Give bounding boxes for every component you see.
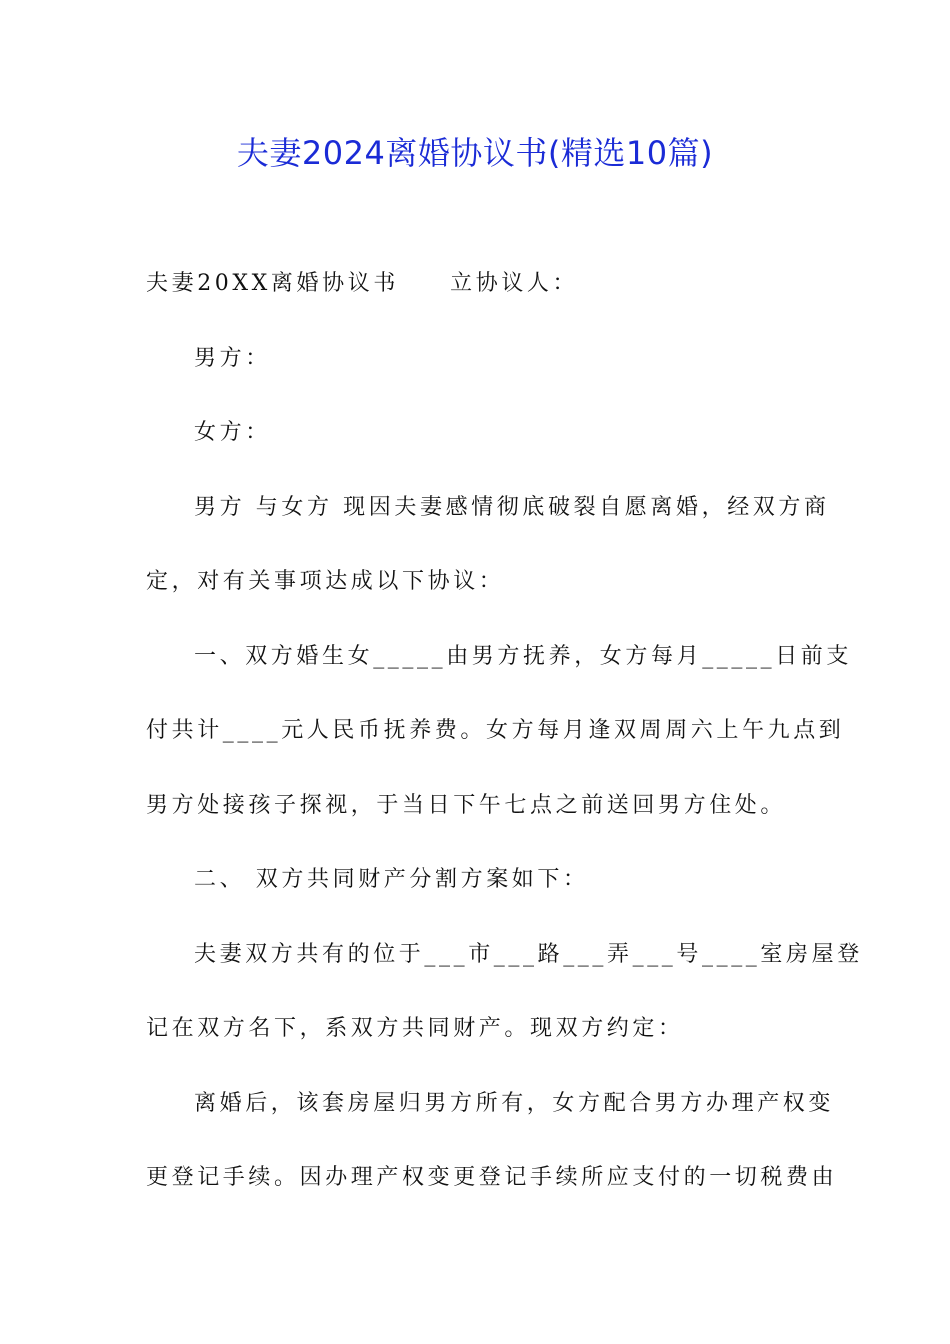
document-title: 夫妻2024离婚协议书(精选10篇) (236, 134, 714, 172)
paragraph-line: 记在双方名下，系双方共同财产。现双方约定： (146, 1016, 684, 1041)
paragraph-line: 夫妻双方共有的位于___市___路___弄___号____室房屋登 (194, 941, 863, 967)
paragraph-line: 二、 双方共同财产分割方案如下： (194, 867, 589, 892)
document-body (146, 262, 863, 1231)
paragraph-line: 男方处接孩子探视，于当日下午七点之前送回男方住处。 (146, 792, 787, 818)
paragraph-line: 更登记手续。因办理产权变更登记手续所应支付的一切税费由 (146, 1165, 838, 1190)
paragraph-line: 女方： (194, 420, 271, 445)
paragraph-line: 付共计____元人民币抚养费。女方每月逢双周周六上午九点到 (146, 718, 845, 743)
paragraph-line: 男方 与女方 现因夫妻感情彻底破裂自愿离婚，经双方商 (194, 494, 830, 520)
paragraph-line: 一、双方婚生女_____由男方抚养，女方每月_____日前支 (194, 643, 853, 669)
paragraph-line: 离婚后，该套房屋归男方所有，女方配合男方办理产权变 (194, 1090, 835, 1116)
paragraph-line: 定，对有关事项达成以下协议： (146, 569, 505, 594)
paragraph-line: 男方： (194, 345, 271, 371)
paragraph-line: 夫妻20XX离婚协议书 立协议人： (146, 271, 579, 296)
